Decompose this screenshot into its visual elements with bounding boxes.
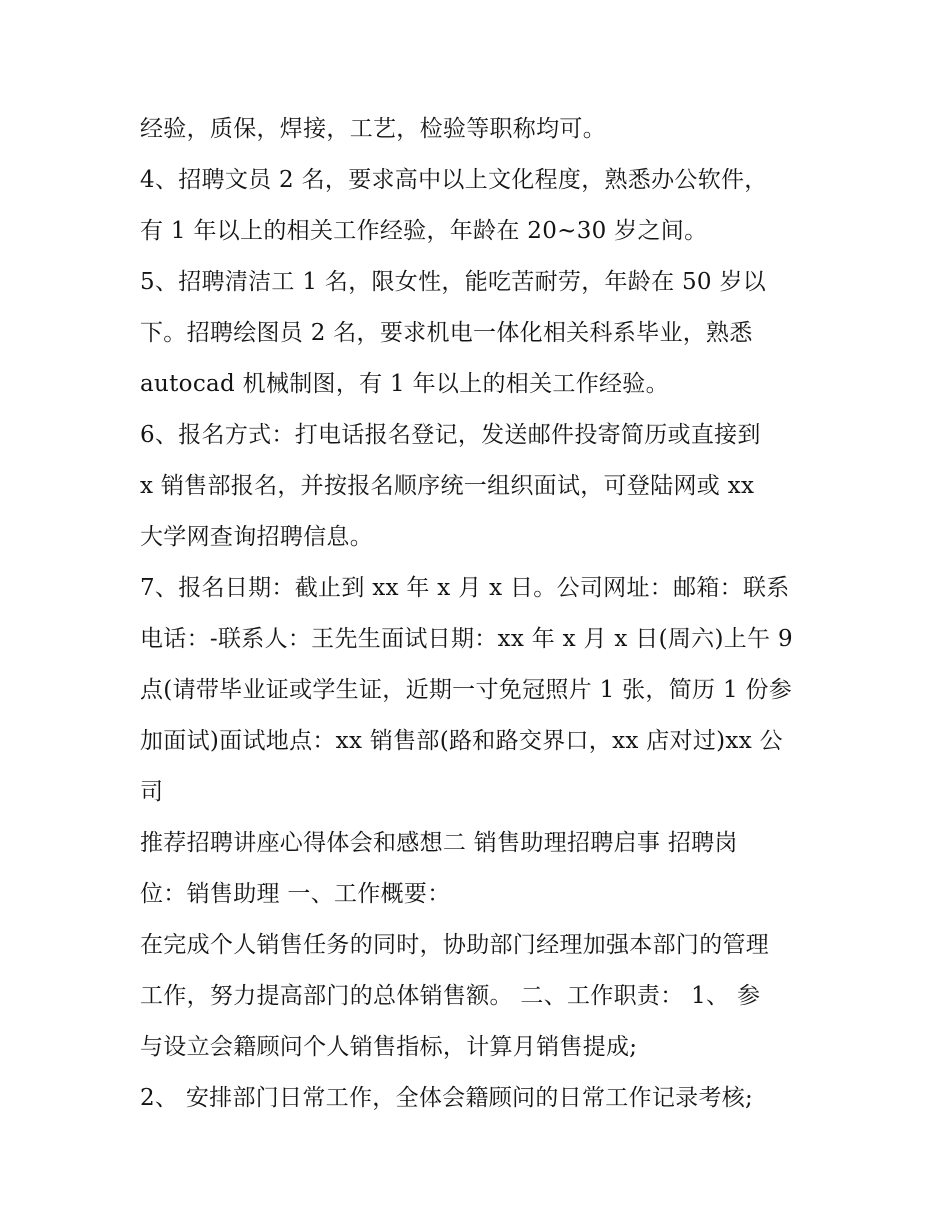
text-line: x 销售部报名，并按报名顺序统一组织面试，可登陆网或 xx [140, 473, 755, 499]
text-line: 在完成个人销售任务的同时，协助部门经理加强本部门的管理 [140, 932, 770, 958]
text-line: 加面试)面试地点：xx 销售部(路和路交界口，xx 店对过)xx 公 [140, 728, 783, 754]
text-line: 推荐招聘讲座心得体会和感想二 销售助理招聘启事 招聘岗 [140, 830, 738, 856]
text-line: autocad 机械制图，有 1 年以上的相关工作经验。 [140, 371, 669, 397]
text-line: 经验，质保，焊接，工艺，检验等职称均可。 [140, 116, 606, 142]
text-line: 大学网查询招聘信息。 [140, 524, 373, 550]
text-line: 6、报名方式：打电话报名登记，发送邮件投寄简历或直接到 [140, 422, 761, 448]
text-line: 工作，努力提高部门的总体销售额。 二、工作职责： 1、 参 [140, 983, 761, 1009]
text-line: 下。招聘绘图员 2 名，要求机电一体化相关科系毕业，熟悉 [140, 320, 753, 346]
text-line: 4、招聘文员 2 名，要求高中以上文化程度，熟悉办公软件， [140, 167, 768, 193]
text-line: 司 [140, 779, 164, 805]
text-line: 与设立会籍顾问个人销售指标，计算月销售提成; [140, 1034, 638, 1060]
text-line: 点(请带毕业证或学生证，近期一寸免冠照片 1 张，简历 1 份参 [140, 677, 793, 703]
text-line: 位：销售助理 一、工作概要： [140, 881, 451, 907]
text-line: 2、 安排部门日常工作，全体会籍顾问的日常工作记录考核; [140, 1085, 754, 1111]
text-line: 电话：-联系人：王先生面试日期：xx 年 x 月 x 日(周六)上午 9 [140, 626, 793, 652]
document-body [140, 104, 840, 1124]
text-line: 有 1 年以上的相关工作经验，年龄在 20~30 岁之间。 [140, 218, 708, 244]
text-line: 7、报名日期：截止到 xx 年 x 月 x 日。公司网址：邮箱：联系 [140, 575, 790, 601]
text-line: 5、招聘清洁工 1 名，限女性，能吃苦耐劳，年龄在 50 岁以 [140, 269, 767, 295]
